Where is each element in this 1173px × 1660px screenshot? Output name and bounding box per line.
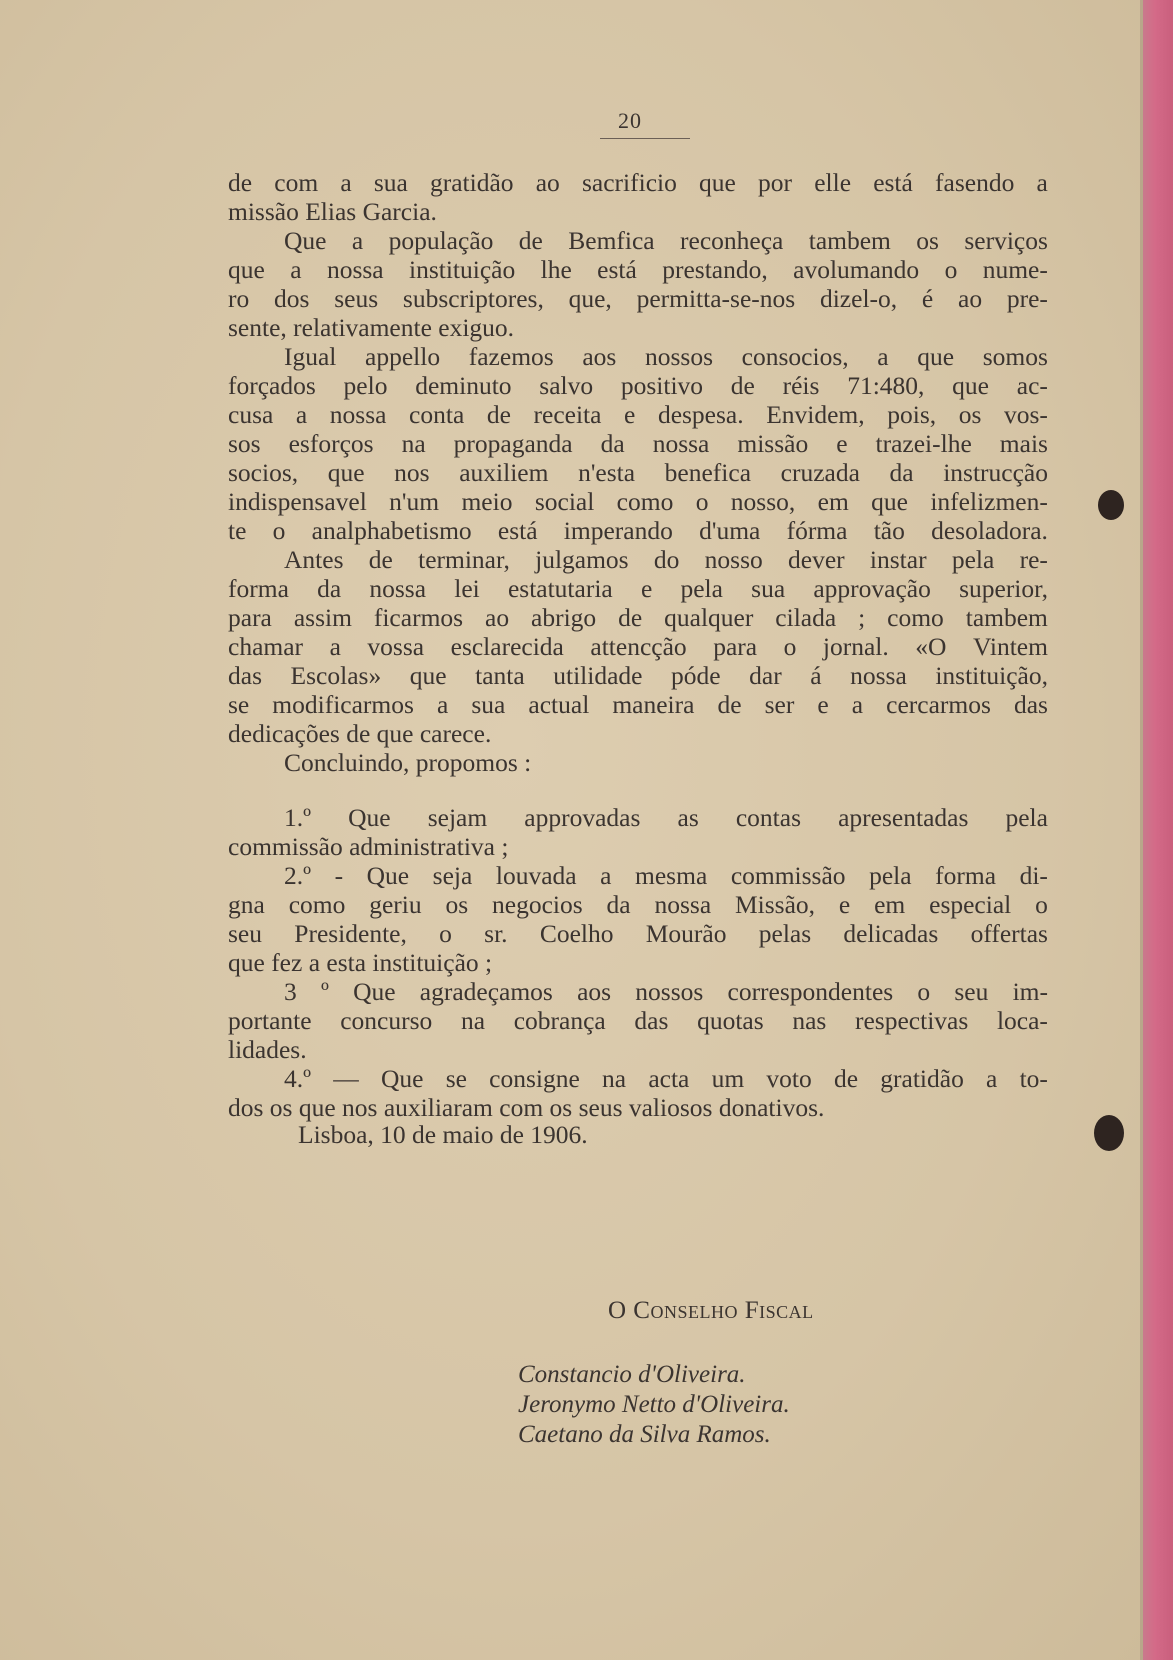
text-line: se modificarmos a sua actual maneira de ser e a cercarmos das: [228, 690, 1048, 719]
text-line: socios, que nos auxiliem n'esta benefica cruzada da instrucção: [228, 458, 1048, 487]
text-line: 3 º Que agradeçamos aos nossos correspondentes o seu im-: [284, 977, 1048, 1006]
text-line: 4.º — Que se consigne na acta um voto de gratidão a to-: [284, 1064, 1048, 1093]
signature-line: Caetano da Silva Ramos.: [518, 1421, 771, 1448]
text-line: para assim ficarmos ao abrigo de qualquer cilada ; como tambem: [228, 603, 1048, 632]
text-line: Antes de terminar, julgamos do nosso dever instar pela re-: [284, 545, 1048, 574]
council-heading: O Conselho Fiscal: [608, 1297, 814, 1324]
text-line: commissão administrativa ;: [228, 832, 509, 861]
ink-blot: [1094, 1115, 1124, 1151]
page-number: 20: [618, 108, 642, 133]
signature-line: Jeronymo Netto d'Oliveira.: [518, 1391, 790, 1418]
text-line: que a nossa instituição lhe está prestando, avolumando o nume-: [228, 255, 1048, 284]
text-line: indispensavel n'um meio social como o nosso, em que infelizmen-: [228, 487, 1048, 516]
text-line: Igual appello fazemos aos nossos consocios, a que somos: [284, 342, 1048, 371]
text-line: 1.º Que sejam approvadas as contas apresentadas pela: [284, 803, 1048, 832]
text-line: forma da nossa lei estatutaria e pela sua approvação superior,: [228, 574, 1048, 603]
text-line: 2.º - Que seja louvada a mesma commissão pela forma di-: [284, 861, 1048, 890]
body-text: [228, 168, 1048, 1122]
ink-blot: [1098, 490, 1124, 520]
paragraph-gap: [228, 777, 1048, 803]
pink-page-edge: [1143, 0, 1173, 1660]
text-line: seu Presidente, o sr. Coelho Mourão pelas delicadas offertas: [228, 919, 1048, 948]
text-line: que fez a esta instituição ;: [228, 948, 493, 977]
signature-block: [518, 1360, 790, 1450]
text-line: dedicações de que carece.: [228, 719, 492, 748]
text-line: sos esforços na propaganda da nossa missão e trazei-lhe mais: [228, 429, 1048, 458]
text-line: lidades.: [228, 1035, 307, 1064]
signature-line: Constancio d'Oliveira.: [518, 1361, 746, 1388]
text-line: dos os que nos auxiliaram com os seus valiosos donativos.: [228, 1093, 825, 1122]
text-line: de com a sua gratidão ao sacrificio que por elle está fasendo a: [228, 168, 1048, 197]
text-line: gna como geriu os negocios da nossa Missão, e em especial o: [228, 890, 1048, 919]
text-line: ro dos seus subscriptores, que, permitta-se-nos dizel-o, é ao pre-: [228, 284, 1048, 313]
text-line: sente, relativamente exiguo.: [228, 313, 515, 342]
header-rule: [600, 138, 690, 139]
text-line: portante concurso na cobrança das quotas nas respectivas loca-: [228, 1006, 1048, 1035]
text-line: Que a população de Bemfica reconheça tambem os serviços: [284, 226, 1048, 255]
text-line: Concluindo, propomos :: [284, 748, 532, 777]
text-line: chamar a vossa esclarecida attencção para o jornal. «O Vintem: [228, 632, 1048, 661]
text-line: das Escolas» que tanta utilidade póde dar á nossa instituição,: [228, 661, 1048, 690]
text-line: missão Elias Garcia.: [228, 197, 437, 226]
text-line: te o analphabetismo está imperando d'uma fórma tão desoladora.: [228, 516, 1048, 545]
text-line: cusa a nossa conta de receita e despesa. Envidem, pois, os vos-: [228, 400, 1048, 429]
place-date: Lisboa, 10 de maio de 1906.: [298, 1120, 588, 1149]
text-line: forçados pelo deminuto salvo positivo de réis 71:480, que ac-: [228, 371, 1048, 400]
